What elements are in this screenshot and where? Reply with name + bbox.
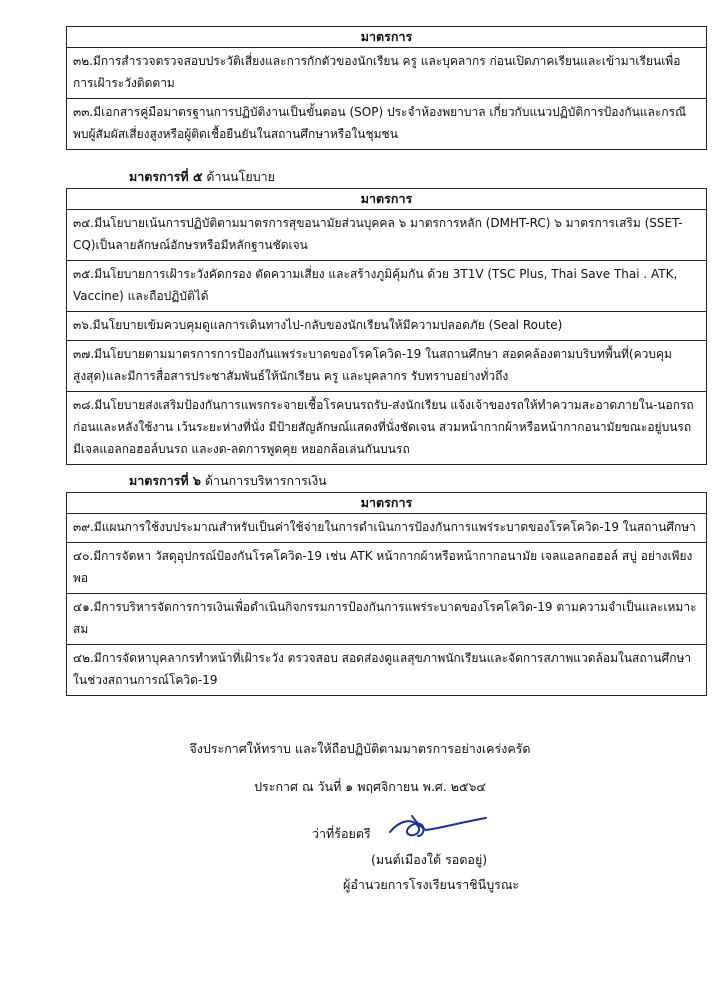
signer-name: (มนต์เมืองใต้ รอดอยู่) — [371, 852, 488, 867]
table-row: ๔๒.มีการจัดหาบุคลากรทำหน้าที่เฝ้าระวัง ตรวจสอบ สอดส่องดูแลสุขภาพนักเรียนและจัดการสภาพแวดล้อมในสถานศึกษาในช่วงสถานการณ์โควิด-19 — [67, 645, 707, 696]
announcement-date: ประกาศ ณ วันที่ ๑ พฤศจิกายน พ.ศ. ๒๕๖๔ — [254, 779, 486, 794]
table-row: ๔๐.มีการจัดหา วัสดุอุปกรณ์ป้องกันโรคโควิด-19 เช่น ATK หน้ากากผ้าหรือหน้ากากอนามัย เจลแอลกอฮอล์ สบู่ อย่างเพียงพอ — [67, 543, 707, 594]
table-row: ๔๑.มีการบริหารจัดการการเงินเพื่อดำเนินกิจกรรมการป้องกันการแพร่ระบาดของโรคโควิด-19 ตามความจำเป็นและเหมาะสม — [67, 594, 707, 645]
section-number: มาตรการที่ ๖ — [129, 473, 201, 488]
measures-table-1 — [66, 26, 707, 150]
table-row: ๓๓.มีเอกสารคู่มือมาตรฐานการปฏิบัติงานเป็นขั้นตอน (SOP) ประจำห้องพยาบาล เกี่ยวกับแนวปฏิบัติการป้องกันและกรณีพบผู้สัมผัสเสี่ยงสูงหรือผู้ติดเชื้อยืนยันในสถานศึกษาหรือในชุมชน — [67, 99, 707, 150]
signer-rank: ว่าที่ร้อยตรี — [312, 826, 371, 841]
section-number: มาตรการที่ ๕ — [129, 169, 203, 184]
table-row: ๓๒.มีการสำรวจตรวจสอบประวัติเสี่ยงและการกักตัวของนักเรียน ครู และบุคลากร ก่อนเปิดภาคเรียนและเข้ามาเรียนเพื่อการเฝ้าระวังติดตาม — [67, 48, 707, 99]
section-title: ด้านนโยบาย — [202, 169, 275, 184]
table-row: ๓๕.มีนโยบายการเฝ้าระวังคัดกรอง ตัดความเสี่ยง และสร้างภูมิคุ้มกัน ด้วย 3T1V (TSC Plus, Thai Save Thai . ATK, Vaccine) และถือปฏิบัติได้ — [67, 261, 707, 312]
section-heading-6 — [129, 472, 327, 490]
table-row: ๓๘.มีนโยบายส่งเสริมป้องกันการแพรกระจายเชื้อโรคบนรถรับ-ส่งนักเรียน แจ้งเจ้าของรถให้ทำความสะอาดภายใน-นอกรถก่อนและหลังใช้งาน เว้นระยะห่างที่นั่ง มีป้ายสัญลักษณ์แสดงที่นั่งชัดเจน สวมหน้ากากผ้าหรือหน้ากากอนามัยขณะอยู่บนรถ มีเจลแอลกอฮอล์บนรถ และงด-ลดการพูดคุย หยอกล้อเล่นกันบนรถ — [67, 392, 707, 465]
measures-table-2 — [66, 188, 707, 465]
table-row: ๓๙.มีแผนการใช้งบประมาณสำหรับเป็นค่าใช้จ่ายในการดำเนินการป้องกันการแพร่ระบาดของโรคโควิด-19 ในสถานศึกษา — [67, 514, 707, 543]
table-header: มาตรการ — [67, 27, 707, 48]
table-row: ๓๔.มีนโยบายเน้นการปฏิบัติตามมาตรการสุขอนามัยส่วนบุคคล ๖ มาตรการหลัก (DMHT-RC) ๖ มาตรการเสริม (SSET-CQ)เป็นลายลักษณ์อักษรหรือมีหลักฐานชัดเจน — [67, 210, 707, 261]
table-header: มาตรการ — [67, 189, 707, 210]
measures-table-3 — [66, 492, 707, 696]
signature — [382, 808, 492, 848]
table-row: ๓๗.มีนโยบายตามมาตรการการป้องกันแพร่ระบาดของโรคโควิด-19 ในสถานศึกษา สอดคล้องตามบริบทพื้นที่(ควบคุมสูงสุด)และมีการสื่อสารประชาสัมพันธ์ให้นักเรียน ครู และบุคลากร รับทราบอย่างทั่วถึง — [67, 341, 707, 392]
table-header: มาตรการ — [67, 493, 707, 514]
signer-position: ผู้อำนวยการโรงเรียนราชินีบูรณะ — [343, 877, 520, 892]
table-row: ๓๖.มีนโยบายเข้มควบคุมดูแลการเดินทางไป-กลับของนักเรียนให้มีความปลอดภัย (Seal Route) — [67, 312, 707, 341]
section-heading-5 — [129, 168, 275, 186]
section-title: ด้านการบริหารการเงิน — [200, 473, 327, 488]
announcement-text: จึงประกาศให้ทราบ และให้ถือปฏิบัติตามมาตรการอย่างเคร่งครัด — [189, 741, 531, 756]
